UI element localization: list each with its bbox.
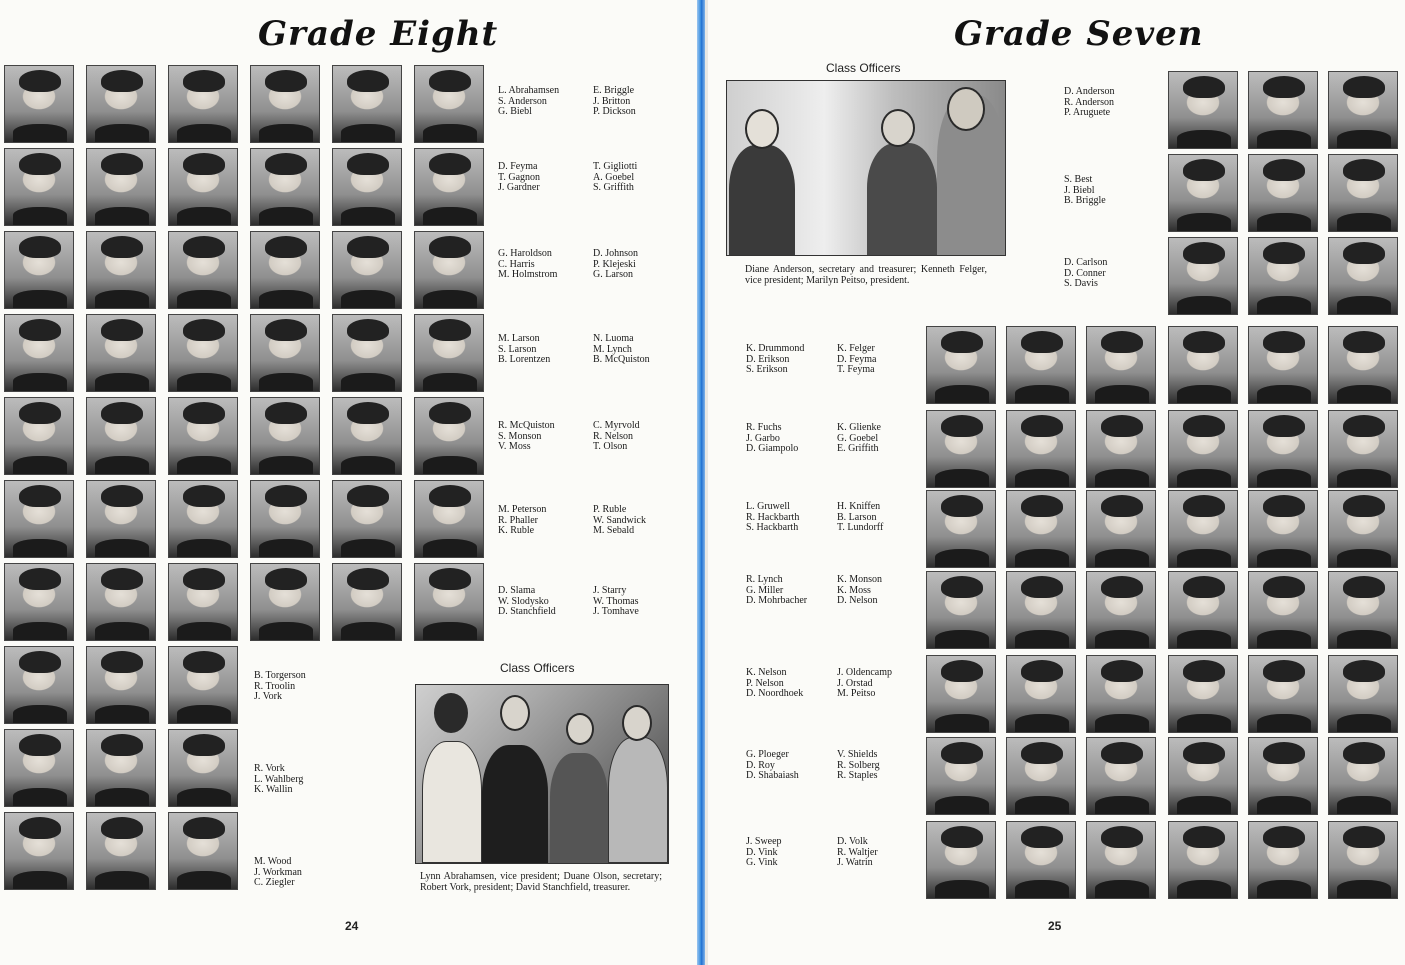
student-portrait	[1086, 490, 1156, 568]
student-portrait	[168, 65, 238, 143]
student-portrait	[926, 821, 996, 899]
student-portrait	[4, 397, 74, 475]
class-officers-photo	[726, 80, 1006, 256]
student-portrait	[86, 563, 156, 641]
officers-label: Class Officers	[500, 661, 575, 675]
student-portrait	[332, 65, 402, 143]
name-list-left: M. Wood J. Workman C. Ziegler	[254, 856, 302, 888]
student-portrait	[250, 65, 320, 143]
student-portrait	[86, 812, 156, 890]
name-list-right: K. Glienke G. Goebel E. Griffith	[837, 422, 881, 454]
student-portrait	[1006, 490, 1076, 568]
student-portrait	[1006, 571, 1076, 649]
student-portrait	[414, 148, 484, 226]
name-list-left: M. Larson S. Larson B. Lorentzen	[498, 333, 551, 365]
student-portrait	[250, 314, 320, 392]
name-list-right: E. Briggle J. Britton P. Dickson	[593, 85, 636, 117]
student-portrait	[1328, 737, 1398, 815]
student-portrait	[1328, 237, 1398, 315]
student-portrait	[1086, 821, 1156, 899]
student-portrait	[86, 480, 156, 558]
page-number: 25	[1048, 919, 1062, 933]
student-portrait	[332, 397, 402, 475]
student-portrait	[1248, 737, 1318, 815]
student-portrait	[414, 231, 484, 309]
name-list-left: L. Gruwell R. Hackbarth S. Hackbarth	[746, 501, 800, 533]
student-portrait	[4, 563, 74, 641]
student-portrait	[86, 646, 156, 724]
student-portrait	[1328, 326, 1398, 404]
name-list-right: K. Monson K. Moss D. Nelson	[837, 574, 883, 606]
page-number: 24	[345, 919, 359, 933]
student-portrait	[1168, 71, 1238, 149]
student-portrait	[414, 314, 484, 392]
page-title: Grade Eight	[258, 14, 499, 54]
name-list-left: S. Best J. Biebl B. Briggle	[1064, 174, 1106, 206]
student-portrait	[1168, 326, 1238, 404]
student-portrait	[414, 65, 484, 143]
name-list-left: K. Nelson P. Nelson D. Noordhoek	[746, 667, 804, 699]
student-portrait	[1328, 490, 1398, 568]
name-list-left: D. Anderson R. Anderson P. Aruguete	[1064, 86, 1115, 118]
student-portrait	[1328, 154, 1398, 232]
name-list-left: G. Haroldson C. Harris M. Holmstrom	[498, 248, 558, 280]
student-portrait	[332, 314, 402, 392]
student-portrait	[926, 490, 996, 568]
name-list-left: D. Slama W. Slodysko D. Stanchfield	[498, 585, 556, 617]
student-portrait	[1168, 571, 1238, 649]
student-portrait	[1248, 655, 1318, 733]
name-list-left: B. Torgerson R. Troolin J. Vork	[254, 670, 306, 702]
student-portrait	[168, 231, 238, 309]
student-portrait	[4, 65, 74, 143]
student-portrait	[1168, 821, 1238, 899]
student-portrait	[1248, 821, 1318, 899]
name-list-right: D. Volk R. Waltjer J. Watrin	[837, 836, 878, 868]
name-list-left: G. Ploeger D. Roy D. Shabaiash	[746, 749, 799, 781]
student-portrait	[414, 397, 484, 475]
student-portrait	[1248, 71, 1318, 149]
student-portrait	[4, 729, 74, 807]
name-list-left: L. Abrahamsen S. Anderson G. Biebl	[498, 85, 560, 117]
student-portrait	[1006, 655, 1076, 733]
student-portrait	[1006, 737, 1076, 815]
student-portrait	[250, 480, 320, 558]
student-portrait	[1086, 655, 1156, 733]
student-portrait	[1086, 737, 1156, 815]
student-portrait	[168, 812, 238, 890]
student-portrait	[332, 231, 402, 309]
student-portrait	[4, 480, 74, 558]
student-portrait	[4, 812, 74, 890]
name-list-left: R. Vork L. Wahlberg K. Wallin	[254, 763, 304, 795]
student-portrait	[1168, 410, 1238, 488]
student-portrait	[168, 646, 238, 724]
student-portrait	[926, 737, 996, 815]
officers-label: Class Officers	[826, 61, 901, 75]
student-portrait	[926, 326, 996, 404]
name-list-left: M. Peterson R. Phaller K. Ruble	[498, 504, 547, 536]
student-portrait	[1168, 237, 1238, 315]
student-portrait	[168, 148, 238, 226]
student-portrait	[250, 231, 320, 309]
student-portrait	[1168, 490, 1238, 568]
officers-caption: Diane Anderson, secretary and treasurer; Kenneth Felger, vice president; Marilyn Peitso, president.	[745, 264, 987, 286]
student-portrait	[168, 563, 238, 641]
student-portrait	[86, 314, 156, 392]
student-portrait	[86, 65, 156, 143]
student-portrait	[414, 563, 484, 641]
name-list-left: D. Feyma T. Gagnon J. Gardner	[498, 161, 541, 193]
page-grade-eight	[0, 0, 697, 965]
student-portrait	[1006, 326, 1076, 404]
name-list-right: C. Myrvold R. Nelson T. Olson	[593, 420, 640, 452]
student-portrait	[1328, 71, 1398, 149]
student-portrait	[1328, 655, 1398, 733]
name-list-left: R. McQuiston S. Monson V. Moss	[498, 420, 555, 452]
student-portrait	[168, 729, 238, 807]
student-portrait	[168, 480, 238, 558]
name-list-left: K. Drummond D. Erikson S. Erikson	[746, 343, 805, 375]
student-portrait	[1248, 410, 1318, 488]
class-officers-photo	[415, 684, 669, 864]
student-portrait	[1086, 571, 1156, 649]
name-list-left: J. Sweep D. Vink G. Vink	[746, 836, 782, 868]
student-portrait	[332, 480, 402, 558]
student-portrait	[332, 148, 402, 226]
student-portrait	[250, 148, 320, 226]
student-portrait	[926, 410, 996, 488]
student-portrait	[4, 646, 74, 724]
student-portrait	[1168, 655, 1238, 733]
student-portrait	[1168, 737, 1238, 815]
name-list-right: P. Ruble W. Sandwick M. Sebald	[593, 504, 646, 536]
student-portrait	[926, 655, 996, 733]
name-list-right: K. Felger D. Feyma T. Feyma	[837, 343, 877, 375]
student-portrait	[4, 231, 74, 309]
student-portrait	[1006, 821, 1076, 899]
name-list-left: R. Lynch G. Miller D. Mohrbacher	[746, 574, 808, 606]
student-portrait	[168, 314, 238, 392]
student-portrait	[4, 148, 74, 226]
student-portrait	[1328, 821, 1398, 899]
name-list-right: D. Johnson P. Klejeski G. Larson	[593, 248, 639, 280]
page-grade-seven	[708, 0, 1405, 965]
name-list-right: J. Starry W. Thomas J. Tomhave	[593, 585, 639, 617]
student-portrait	[1086, 410, 1156, 488]
name-list-right: N. Luoma M. Lynch B. McQuiston	[593, 333, 650, 365]
student-portrait	[4, 314, 74, 392]
student-portrait	[1248, 154, 1318, 232]
student-portrait	[250, 397, 320, 475]
student-portrait	[168, 397, 238, 475]
officers-caption: Lynn Abrahamsen, vice president; Duane Olson, secretary; Robert Vork, president; David Stanchfield, treasurer.	[420, 871, 662, 893]
name-list-left: R. Fuchs J. Garbo D. Giampolo	[746, 422, 799, 454]
student-portrait	[1248, 326, 1318, 404]
student-portrait	[1328, 410, 1398, 488]
name-list-right: H. Kniffen B. Larson T. Lundorff	[837, 501, 884, 533]
student-portrait	[86, 231, 156, 309]
student-portrait	[926, 571, 996, 649]
book-spine	[697, 0, 705, 965]
student-portrait	[1328, 571, 1398, 649]
student-portrait	[86, 148, 156, 226]
name-list-right: T. Gigliotti A. Goebel S. Griffith	[593, 161, 638, 193]
page-title: Grade Seven	[954, 14, 1204, 54]
student-portrait	[1248, 237, 1318, 315]
student-portrait	[332, 563, 402, 641]
student-portrait	[1086, 326, 1156, 404]
name-list-left: D. Carlson D. Conner S. Davis	[1064, 257, 1108, 289]
student-portrait	[1168, 154, 1238, 232]
student-portrait	[86, 729, 156, 807]
name-list-right: J. Oldencamp J. Orstad M. Peitso	[837, 667, 892, 699]
student-portrait	[250, 563, 320, 641]
student-portrait	[414, 480, 484, 558]
name-list-right: V. Shields R. Solberg R. Staples	[837, 749, 880, 781]
student-portrait	[1006, 410, 1076, 488]
student-portrait	[1248, 490, 1318, 568]
student-portrait	[86, 397, 156, 475]
student-portrait	[1248, 571, 1318, 649]
